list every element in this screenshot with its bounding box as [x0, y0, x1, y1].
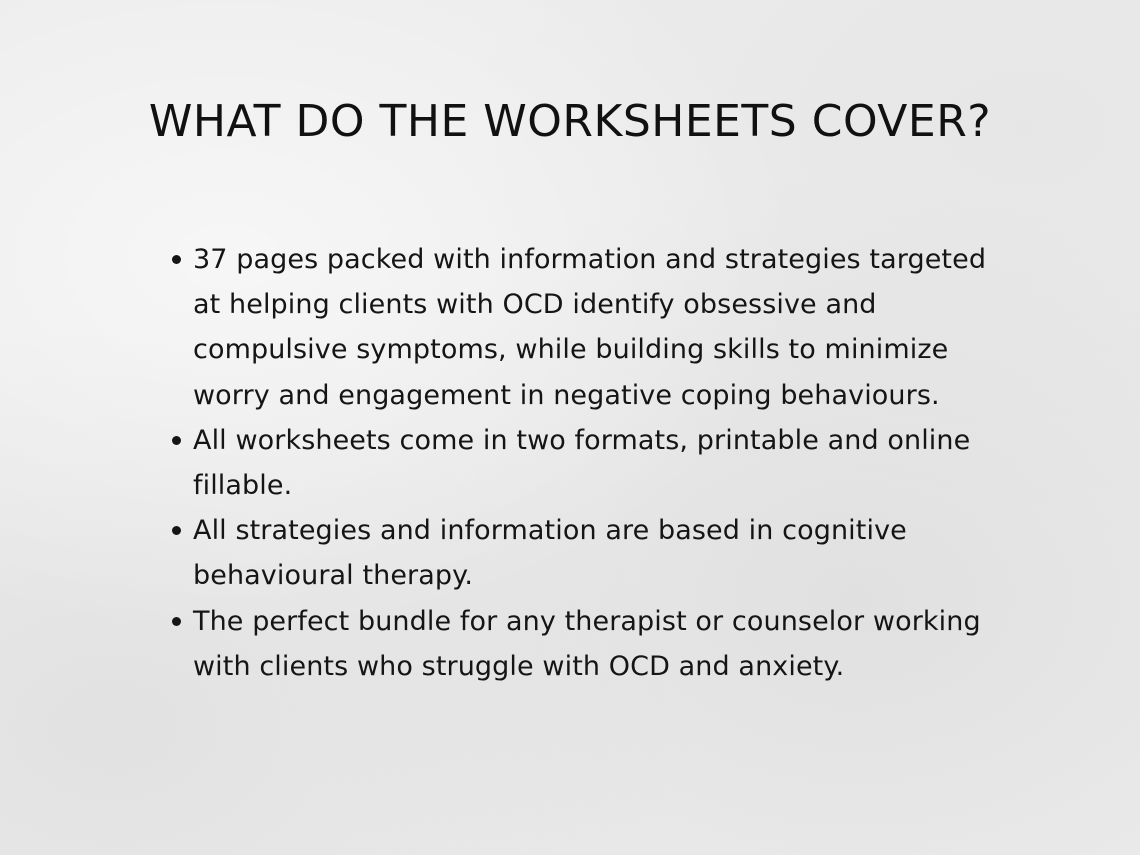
list-item	[172, 418, 1012, 508]
feature-list	[172, 237, 1012, 689]
bullet-icon	[172, 617, 181, 626]
list-item	[172, 237, 1012, 418]
list-item-text: All worksheets come in two formats, printable and online fillable.	[193, 424, 971, 502]
list-item-text: 37 pages packed with information and strategies targeted at helping clients with OCD identify obsessive and compulsive symptoms, while building skills to minimize worry and engagement in negative coping behaviours.	[193, 244, 987, 411]
bullet-icon	[172, 436, 181, 445]
list-item	[172, 599, 1012, 689]
bullet-icon	[172, 255, 181, 264]
bullet-icon	[172, 526, 181, 535]
list-item-text: The perfect bundle for any therapist or counselor working with clients who struggle with OCD and anxiety.	[193, 605, 981, 682]
list-item	[172, 508, 1012, 598]
list-item-text: All strategies and information are based in cognitive behavioural therapy.	[193, 515, 907, 592]
page-title: WHAT DO THE WORKSHEETS COVER?	[148, 96, 992, 147]
